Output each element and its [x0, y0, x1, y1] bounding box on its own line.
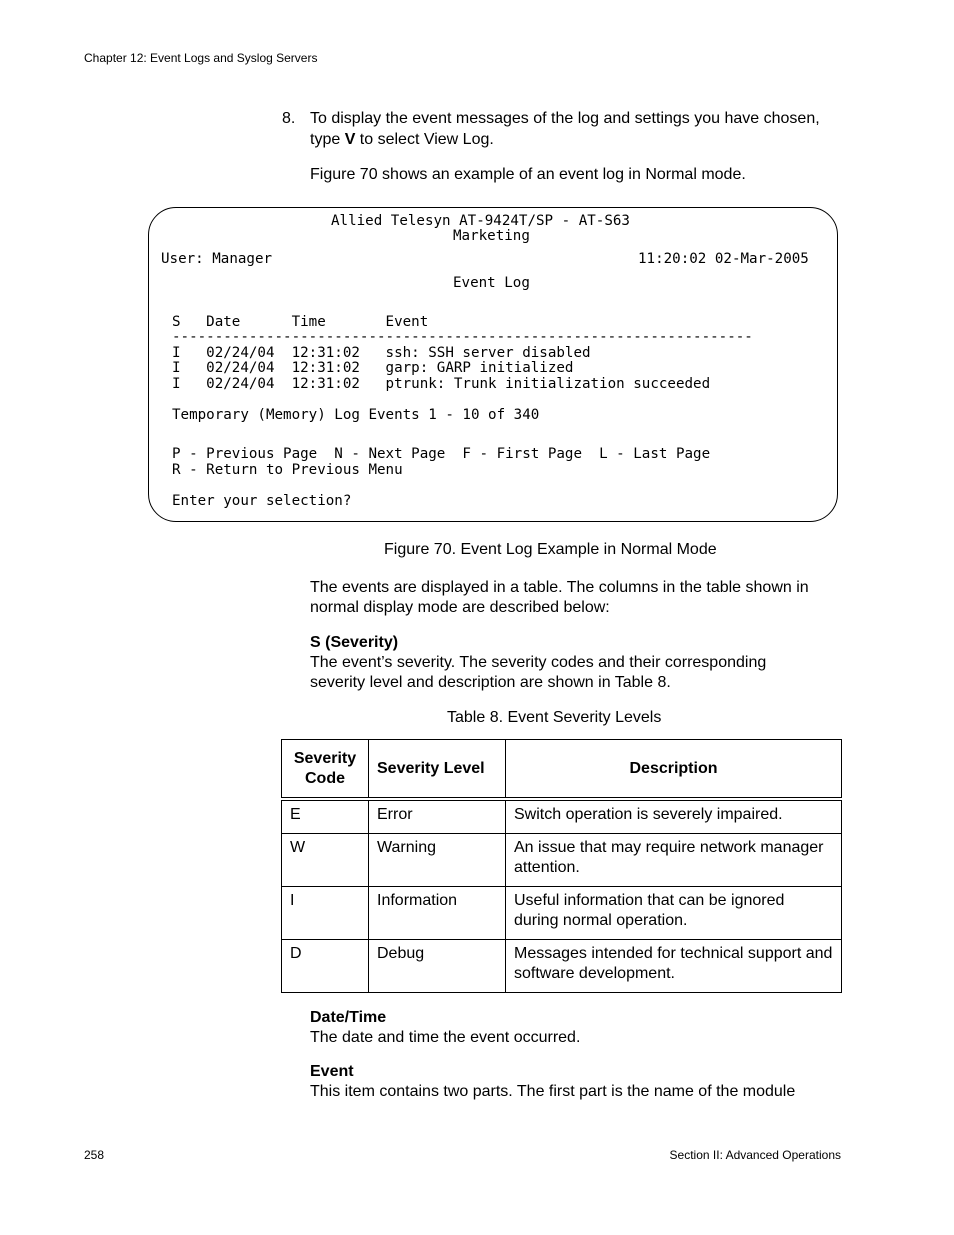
cell-description: An issue that may require network manager attention.: [506, 834, 842, 887]
text-datetime: The date and time the event occurred.: [310, 1029, 581, 1046]
console-user: User: Manager: [161, 251, 273, 267]
console-screen: [148, 207, 838, 522]
header-severity-level: Severity Level: [369, 740, 506, 800]
heading-severity: S (Severity): [310, 634, 399, 651]
figure-caption: Figure 70. Event Log Example in Normal Mode: [384, 541, 717, 558]
header-severity-code: Severity Code: [282, 740, 369, 800]
console-row: I 02/24/04 12:31:02 ssh: SSH server disabled: [172, 345, 591, 361]
console-summary: Temporary (Memory) Log Events 1 - 10 of 340: [172, 407, 540, 423]
paragraph-columns: The events are displayed in a table. The columns in the table shown in normal display mode are described below:: [310, 579, 809, 616]
text-event: This item contains two parts. The first part is the name of the module: [310, 1083, 796, 1100]
console-row: I 02/24/04 12:31:02 garp: GARP initialized: [172, 360, 574, 376]
page-number: 258: [84, 1148, 105, 1162]
cell-code: D: [282, 940, 369, 993]
console-columns: S Date Time Event: [172, 314, 429, 330]
cell-description: Switch operation is severely impaired.: [506, 799, 842, 834]
step-text-before: To display the event messages of the log and settings you have chosen, type: [310, 110, 820, 148]
cell-code: W: [282, 834, 369, 887]
heading-datetime: Date/Time: [310, 1009, 387, 1026]
severity-table: [281, 739, 842, 993]
console-prompt: Enter your selection?: [172, 493, 352, 509]
cell-code: E: [282, 799, 369, 834]
cell-code: I: [282, 887, 369, 940]
cell-level: Debug: [369, 940, 506, 993]
table-row: [282, 940, 842, 993]
table-row: [282, 887, 842, 940]
step-key: V: [344, 131, 356, 148]
table-header-row: [282, 740, 842, 800]
cell-description: Messages intended for technical support and software development.: [506, 940, 842, 993]
table-caption: Table 8. Event Severity Levels: [447, 709, 662, 726]
console-menu-line1: P - Previous Page N - Next Page F - First Page L - Last Page: [172, 446, 711, 462]
cell-description: Useful information that can be ignored during normal operation.: [506, 887, 842, 940]
console-divider: --------------------------------------------------------------------: [172, 329, 753, 345]
console-datetime: 11:20:02 02-Mar-2005: [638, 251, 809, 267]
step-text-after: to select View Log.: [355, 131, 494, 148]
cell-level: Error: [369, 799, 506, 834]
table-row: [282, 834, 842, 887]
console-subtitle: Marketing: [453, 228, 530, 244]
table-row: [282, 799, 842, 834]
cell-level: Information: [369, 887, 506, 940]
console-row: I 02/24/04 12:31:02 ptrunk: Trunk initialization succeeded: [172, 376, 711, 392]
console-menu-line2: R - Return to Previous Menu: [172, 462, 403, 478]
running-header: Chapter 12: Event Logs and Syslog Servers: [84, 51, 318, 65]
console-title: Allied Telesyn AT-9424T/SP - AT-S63: [331, 213, 630, 229]
step-text: [310, 108, 830, 150]
console-screen-title: Event Log: [453, 275, 530, 291]
step-number: 8.: [282, 110, 296, 127]
heading-event: Event: [310, 1063, 354, 1080]
figure-intro: Figure 70 shows an example of an event log in Normal mode.: [310, 166, 746, 183]
header-description: Description: [506, 740, 842, 800]
footer-section: Section II: Advanced Operations: [669, 1148, 841, 1162]
cell-level: Warning: [369, 834, 506, 887]
text-severity: The event’s severity. The severity codes and their corresponding severity level and description are shown in Table 8.: [310, 654, 767, 691]
